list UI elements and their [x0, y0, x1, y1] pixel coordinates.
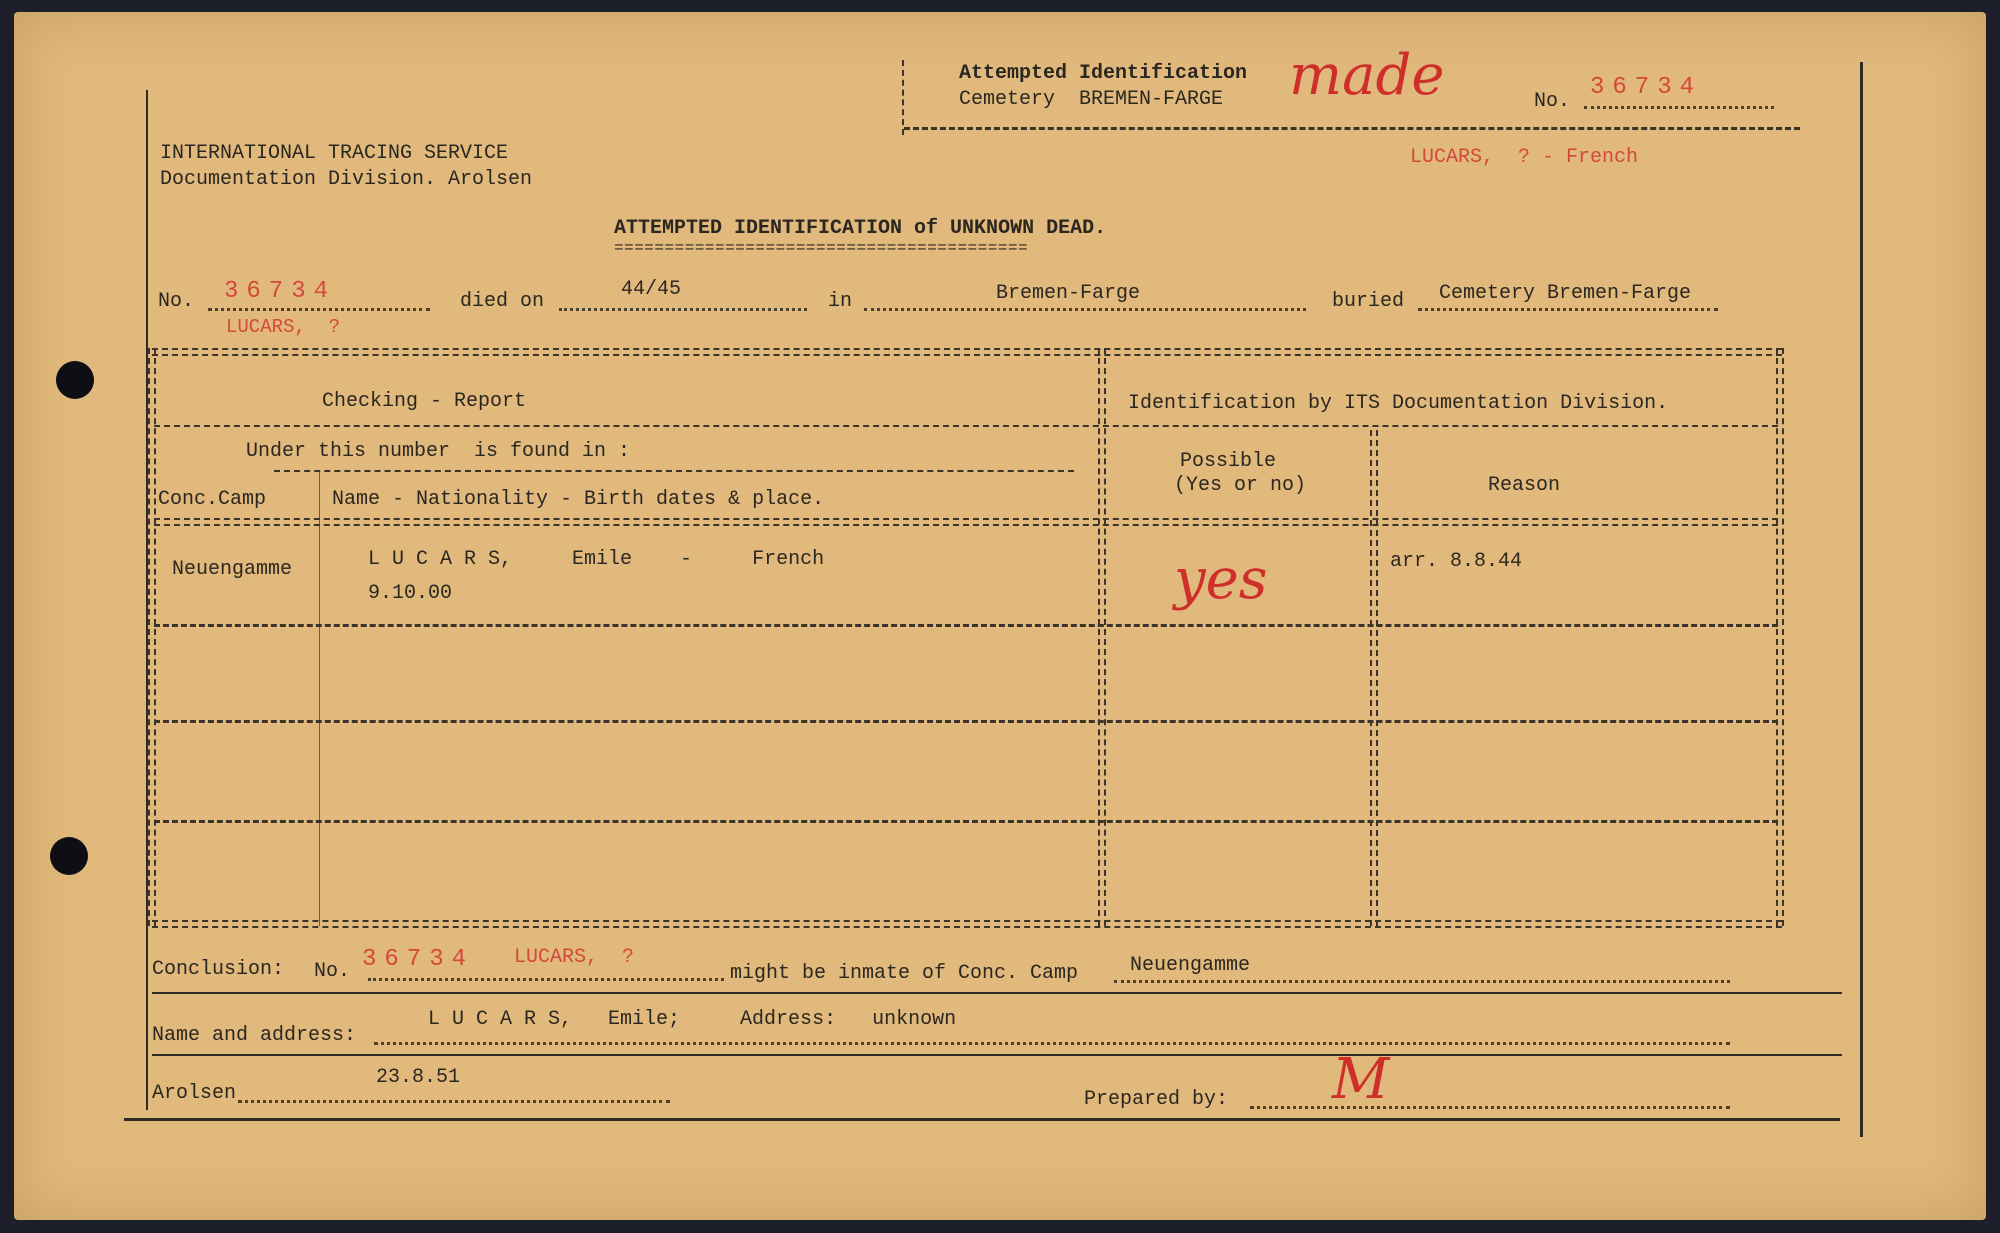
- row1-possible-handwritten: yes: [1174, 547, 1268, 612]
- bottom-frame-line: [124, 1118, 1840, 1121]
- punch-hole-bottom: [50, 837, 88, 875]
- identification-header: Identification by ITS Documentation Division.: [1128, 392, 1669, 415]
- col-possible-header: Possible: [1180, 450, 1277, 473]
- record-in-label: in: [828, 290, 853, 313]
- name-address-label: Name and address:: [152, 1024, 357, 1047]
- record-died-dots: [559, 308, 807, 311]
- conclusion-camp: Neuengamme: [1130, 954, 1251, 977]
- record-no-dots: [208, 308, 430, 311]
- footer-place: Arolsen: [152, 1082, 237, 1105]
- conclusion-separator: [152, 992, 1842, 994]
- col-name-header: Name - Nationality - Birth dates & place.: [332, 488, 825, 511]
- document-card: [14, 12, 1986, 1220]
- col-reason-header: Reason: [1488, 474, 1561, 497]
- header-no-dots: [1584, 106, 1774, 109]
- conclusion-name: LUCARS, ?: [514, 946, 635, 969]
- table-row1-line: [154, 624, 1778, 627]
- header-attempted-label: Attempted Identification: [959, 62, 1248, 85]
- record-no-label: No.: [158, 290, 195, 313]
- document-title: ATTEMPTED IDENTIFICATION of UNKNOWN DEAD.: [614, 217, 1107, 240]
- table-camp-divider: [319, 472, 320, 926]
- prepared-by-label: Prepared by:: [1084, 1088, 1229, 1111]
- table-middle-divider: [1098, 348, 1106, 926]
- title-underline: =========================================: [614, 239, 1029, 257]
- record-buried-value: Cemetery Bremen-Farge: [1439, 282, 1692, 305]
- header-cemetery-label: Cemetery BREMEN-FARGE: [959, 88, 1224, 111]
- conclusion-no-dots: [368, 978, 724, 981]
- table-right-border: [1776, 348, 1784, 926]
- table-row3-line: [154, 820, 1778, 823]
- table-possible-divider: [1370, 430, 1378, 926]
- header-no-label: No.: [1534, 90, 1571, 113]
- table-subheader-line: [274, 470, 1074, 472]
- checking-report-header: Checking - Report: [322, 390, 527, 413]
- prepared-by-initial: M: [1332, 1047, 1390, 1112]
- footer-date: 23.8.51: [376, 1066, 461, 1089]
- prepared-by-dots: [1250, 1106, 1730, 1109]
- name-address-separator: [152, 1054, 1842, 1056]
- org-name: INTERNATIONAL TRACING SERVICE: [160, 142, 509, 165]
- punch-hole-top: [56, 361, 94, 399]
- found-in-label: Under this number is found in :: [246, 440, 631, 463]
- row1-name: L U C A R S, Emile - French: [368, 548, 825, 571]
- row1-camp: Neuengamme: [172, 558, 293, 581]
- record-buried-dots: [1418, 308, 1718, 311]
- record-died-value: 44/45: [621, 278, 682, 301]
- name-address-dots: [374, 1042, 1730, 1045]
- row1-reason: arr. 8.8.44: [1390, 550, 1523, 573]
- record-in-dots: [864, 308, 1306, 311]
- table-header-line: [154, 425, 1778, 427]
- conclusion-no-label: No.: [314, 960, 351, 983]
- table-row2-line: [154, 720, 1778, 723]
- col-camp-header: Conc.Camp: [158, 488, 267, 511]
- org-division: Documentation Division. Arolsen: [160, 168, 533, 191]
- header-handwritten-note: made: [1289, 43, 1445, 108]
- name-address-value: L U C A R S, Emile; Address: unknown: [428, 1008, 957, 1031]
- record-died-label: died on: [460, 290, 545, 313]
- table-left-border: [148, 348, 156, 926]
- conclusion-mid-text: might be inmate of Conc. Camp: [730, 962, 1079, 985]
- record-name-note: LUCARS, ?: [226, 316, 341, 338]
- right-frame-line: [1860, 62, 1863, 1137]
- header-no-value: 36734: [1590, 74, 1703, 101]
- table-columns-line: [154, 518, 1778, 526]
- conclusion-label: Conclusion:: [152, 958, 285, 981]
- table-top-border: [152, 348, 1782, 356]
- record-in-value: Bremen-Farge: [996, 282, 1141, 305]
- header-box-divider: [902, 60, 904, 135]
- conclusion-no-value: 36734: [362, 946, 475, 973]
- header-box-underline: [904, 127, 1800, 130]
- record-buried-label: buried: [1332, 290, 1405, 313]
- row1-birthdate: 9.10.00: [368, 582, 453, 605]
- record-no-value: 36734: [224, 278, 337, 305]
- conclusion-camp-dots: [1114, 980, 1730, 983]
- col-possible-subheader: (Yes or no): [1174, 474, 1307, 497]
- top-right-name: LUCARS, ? - French: [1410, 146, 1639, 169]
- footer-date-dots: [238, 1100, 670, 1103]
- table-bottom-border: [152, 920, 1782, 928]
